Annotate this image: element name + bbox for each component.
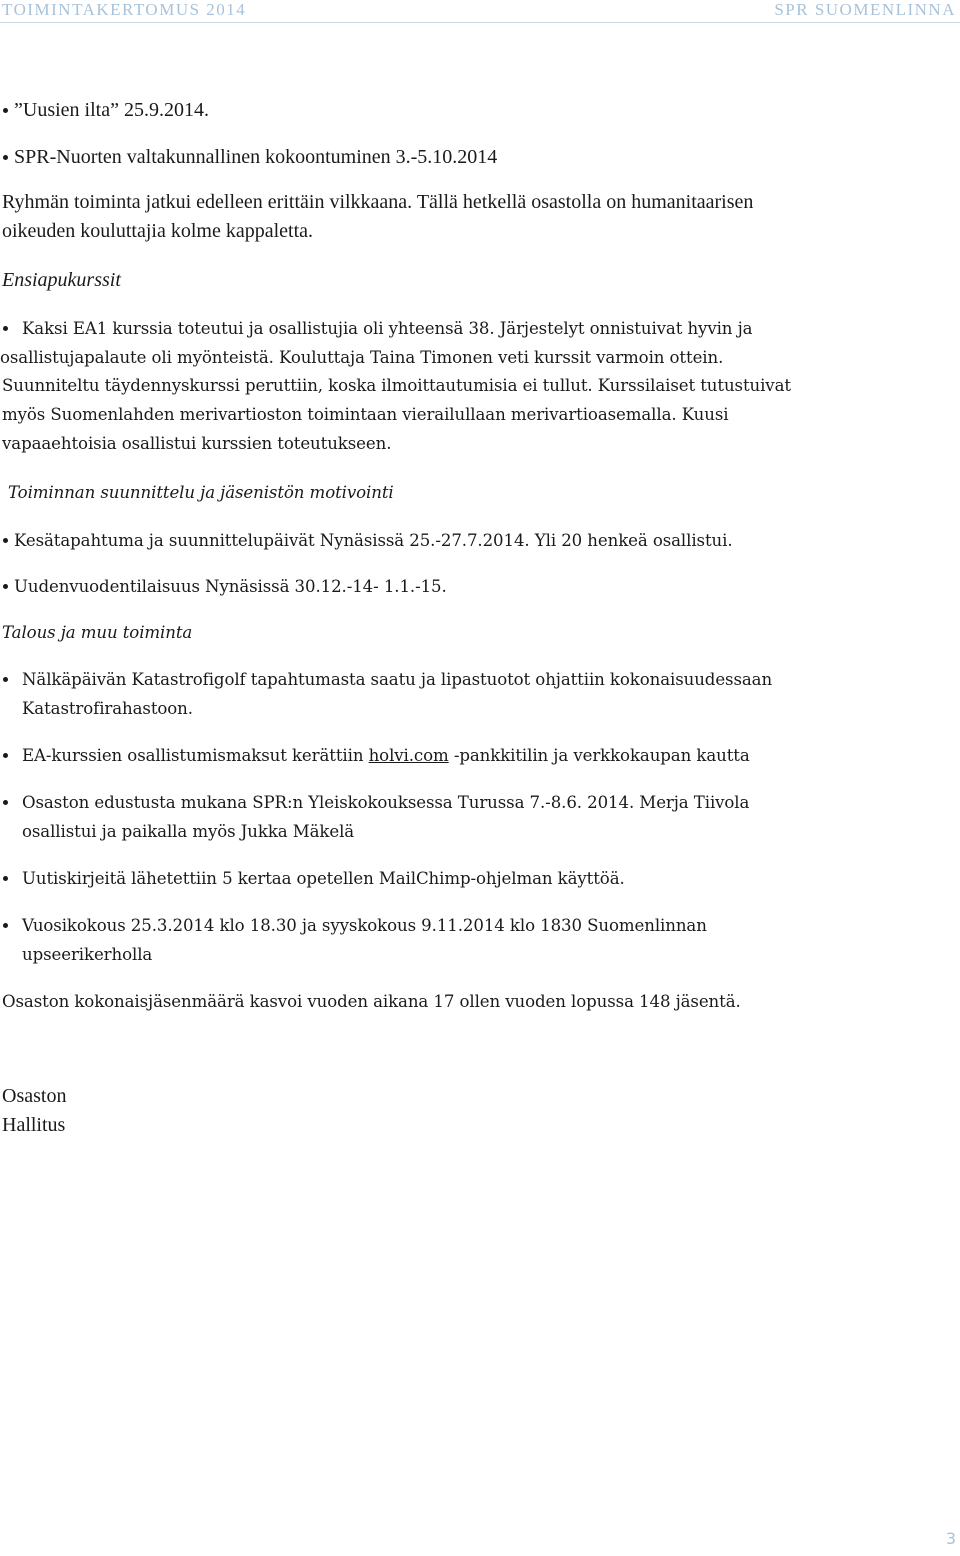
list-item-text: Nälkäpäivän Katastrofigolf tapahtumasta saatu ja lipastuotot ohjattiin kokonaisuudessaan <box>22 670 773 689</box>
paragraph-line: oikeuden kouluttajia kolme kappaletta. <box>2 220 314 242</box>
list-item-text: upseerikerholla <box>22 945 153 964</box>
list-item-text: ”Uusien ilta” 25.9.2014. <box>14 99 209 121</box>
page-number: 3 <box>945 1529 956 1548</box>
signature-line: Hallitus <box>2 1114 66 1136</box>
holvi-link[interactable]: holvi.com <box>368 746 449 765</box>
bullet-icon <box>3 155 8 160</box>
header-title: TOIMINTAKERTOMUS 2014 <box>2 0 247 19</box>
list-item <box>0 314 940 372</box>
first-aid-heading: Ensiapukurssit <box>2 269 121 291</box>
list-item-text: Osaston edustusta mukana SPR:n Yleiskokouksessa Turussa 7.-8.6. 2014. Merja Tiivola <box>22 793 750 812</box>
list-item-text: Vuosikokous 25.3.2014 klo 18.30 ja syyskokous 9.11.2014 klo 1830 Suomenlinnan <box>22 916 707 935</box>
list-item-text: osallistui ja paikalla myös Jukka Mäkelä <box>22 822 355 841</box>
list-item <box>0 864 940 893</box>
list-item-text: osallistujapalaute oli myönteistä. Kouluttaja Taina Timonen veti kurssit varmoin ottein. <box>0 348 724 367</box>
list-item-text: EA-kurssien osallistumismaksut kerättiin <box>22 746 369 765</box>
bullet-icon <box>3 584 8 589</box>
first-aid-paragraph <box>2 371 942 458</box>
paragraph-line: Ryhmän toiminta jatkui edelleen erittäin vilkkaana. Tällä hetkellä osastolla on humanitaarisen <box>2 191 754 213</box>
bullet-icon <box>3 108 8 113</box>
bullet-icon <box>3 753 8 758</box>
list-item <box>0 741 940 770</box>
planning-heading: Toiminnan suunnittelu ja jäsenistön motivointi <box>8 483 394 502</box>
bullet-icon <box>3 326 8 331</box>
list-item <box>0 96 940 125</box>
list-item <box>0 143 940 172</box>
group-paragraph <box>2 188 942 246</box>
paragraph-line: vapaaehtoisia osallistui kurssien toteutukseen. <box>2 434 392 453</box>
list-item-text: Kaksi EA1 kurssia toteutui ja osallistujia oli yhteensä 38. Järjestelyt onnistuivat hyvin ja <box>22 319 753 338</box>
header-divider <box>0 22 960 23</box>
finance-heading: Talous ja muu toiminta <box>2 623 193 642</box>
list-item-text: Kesätapahtuma ja suunnittelupäivät Nynäsissä 25.-27.7.2014. Yli 20 henkeä osallistui. <box>14 531 733 550</box>
list-item <box>0 572 940 601</box>
membership-paragraph: Osaston kokonaisjäsenmäärä kasvoi vuoden aikana 17 ollen vuoden lopussa 148 jäsentä. <box>2 992 741 1011</box>
list-item-text: Uutiskirjeitä lähetettiin 5 kertaa opetellen MailChimp-ohjelman käyttöä. <box>22 869 625 888</box>
paragraph-line: myös Suomenlahden merivartioston toimintaan vierailullaan merivartioasemalla. Kuusi <box>2 405 729 424</box>
list-item-text: Katastrofirahastoon. <box>22 699 193 718</box>
list-item-text: -pankkitilin ja verkkokaupan kautta <box>448 746 750 765</box>
list-item-text: Uudenvuodentilaisuus Nynäsissä 30.12.-14- 1.1.-15. <box>14 577 447 596</box>
bullet-icon <box>3 538 8 543</box>
bullet-icon <box>3 800 8 805</box>
list-item-text: SPR-Nuorten valtakunnallinen kokoontuminen 3.-5.10.2014 <box>14 146 498 168</box>
list-item <box>0 665 940 723</box>
list-item <box>0 911 940 969</box>
header-organization: SPR SUOMENLINNA <box>774 0 956 19</box>
signature-line: Osaston <box>2 1085 67 1107</box>
list-item <box>0 788 940 846</box>
bullet-icon <box>3 876 8 881</box>
paragraph-line: Suunniteltu täydennyskurssi peruttiin, koska ilmoittautumisia ei tullut. Kurssilaiset tutustuivat <box>2 376 791 395</box>
signature <box>2 1082 942 1140</box>
page-header <box>0 0 960 22</box>
bullet-icon <box>3 677 8 682</box>
list-item <box>0 526 940 555</box>
bullet-icon <box>3 923 8 928</box>
